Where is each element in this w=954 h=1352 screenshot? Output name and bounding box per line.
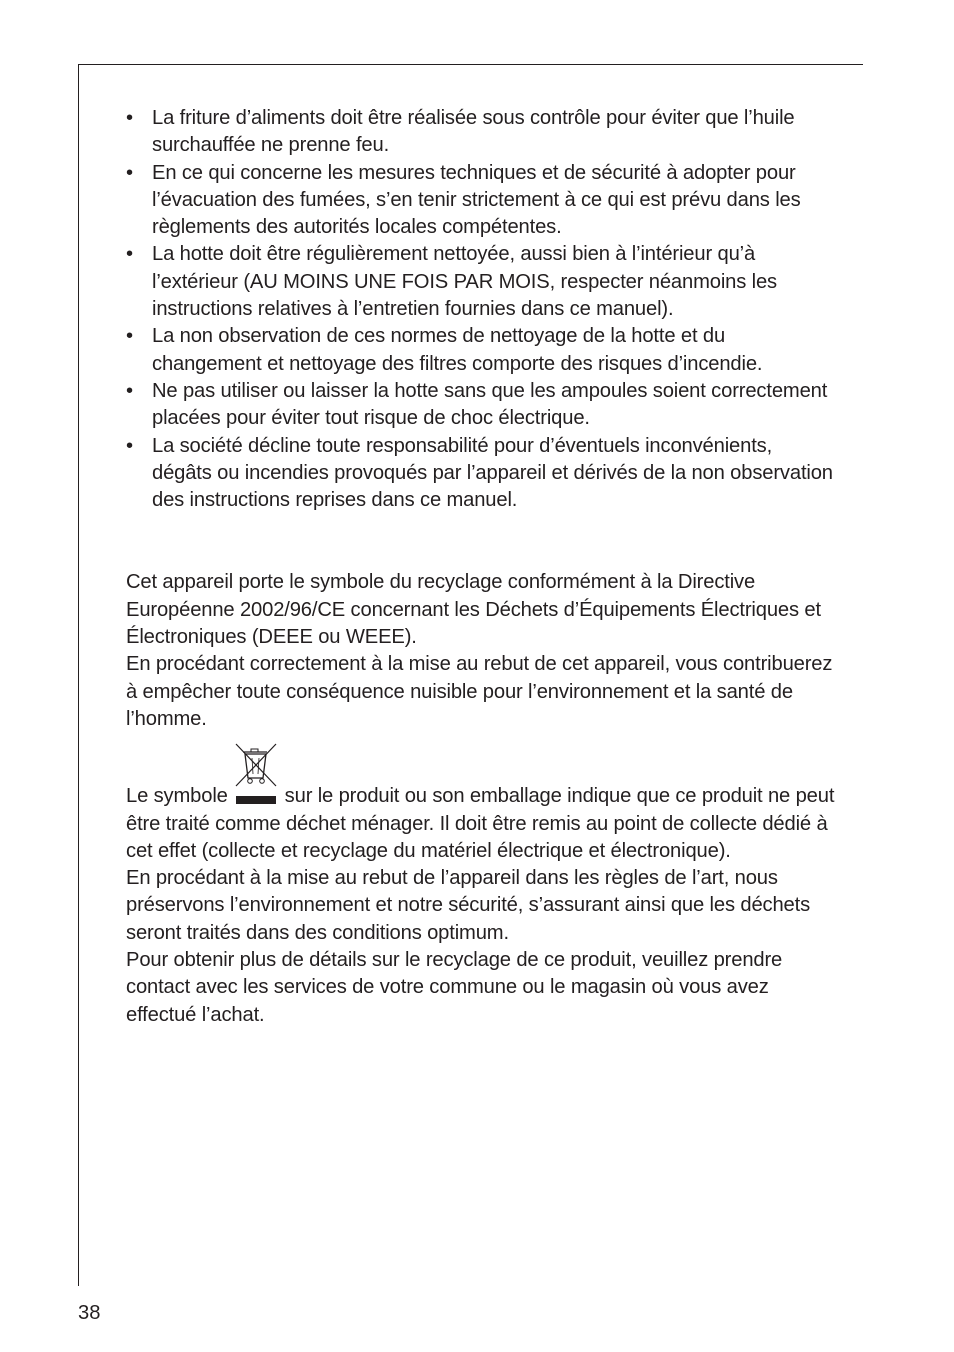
bullet-glyph: • (126, 243, 133, 266)
safety-bullet-list (126, 105, 836, 514)
list-item-text: En ce qui concerne les mesures techniques et de sécurité à adopter pour l’évacuation des fumées, s’en tenir strictement à ce qui est prévu dans les règlements des autorités locales compétentes. (152, 161, 801, 239)
disposal-paragraph: En procédant à la mise au rebut de l’appareil dans les règles de l’art, nous préservons l’environnement et notre sécurité, s’assurant ainsi que les déchets seront traités dans des conditions optimum. (126, 867, 811, 944)
page-number: 38 (78, 1302, 101, 1324)
bullet-glyph: • (126, 434, 133, 457)
recycling-directive-paragraph: Cet appareil porte le symbole du recyclage conformément à la Directive Européenne 2002/96/CE concernant les Déchets d’Équipements Électriques et Électroniques (DEEE ou WEEE). (126, 571, 821, 649)
bullet-glyph: • (126, 161, 133, 184)
symbol-paragraph (126, 783, 836, 865)
symbol-text-before: Le symbole (126, 785, 228, 808)
recycling-benefit-paragraph: En procédant correctement à la mise au rebut de cet appareil, vous contribuerez à empêcher toute conséquence nuisible pour l’environnement et la santé de l’homme. (126, 653, 833, 730)
list-item-text: La société décline toute responsabilité pour d’éventuels inconvénients, dégâts ou incendies provoqués par l’appareil et dérivés de la non observation des instructions reprises dans ce manuel. (152, 434, 833, 512)
weee-symbol (233, 786, 279, 806)
symbol-text-after: sur le produit ou son emballage indique que ce produit ne peut être traité comme déchet ménager. Il doit être remis au point de collecte dédié à cet effet (collecte et recyclage du matériel électrique et électronique). (126, 785, 835, 862)
list-item (126, 323, 836, 378)
list-item (126, 241, 836, 323)
page-left-rule (78, 64, 79, 1286)
crossed-out-wheelie-bin-icon (233, 742, 279, 806)
recycling-section (126, 569, 836, 733)
list-item (126, 160, 836, 242)
symbol-section (126, 783, 836, 1029)
bullet-glyph: • (126, 325, 133, 348)
bullet-glyph: • (126, 379, 133, 402)
contact-paragraph: Pour obtenir plus de détails sur le recyclage de ce produit, veuillez prendre contact avec les services de votre commune ou le magasin où vous avez effectué l’achat. (126, 949, 783, 1026)
list-item-text: La hotte doit être régulièrement nettoyée, aussi bien à l’intérieur qu’à l’extérieur (AU MOINS UNE FOIS PAR MOIS, respecter néanmoins les instructions relatives à l’entretien fournies dans ce manuel). (152, 243, 777, 321)
list-item-text: Ne pas utiliser ou laisser la hotte sans que les ampoules soient correctement placées pour éviter tout risque de choc électrique. (152, 379, 828, 430)
bullet-glyph: • (126, 107, 133, 129)
list-item (126, 105, 836, 160)
list-item (126, 433, 836, 515)
page-content (126, 105, 836, 1029)
list-item (126, 378, 836, 433)
list-item-text: La friture d’aliments doit être réalisée sous contrôle pour éviter que l’huile surchauffée ne prenne feu. (152, 107, 795, 157)
page-top-rule (78, 64, 863, 65)
list-item-text: La non observation de ces normes de nettoyage de la hotte et du changement et nettoyage des filtres comporte des risques d’incendie. (152, 325, 763, 375)
